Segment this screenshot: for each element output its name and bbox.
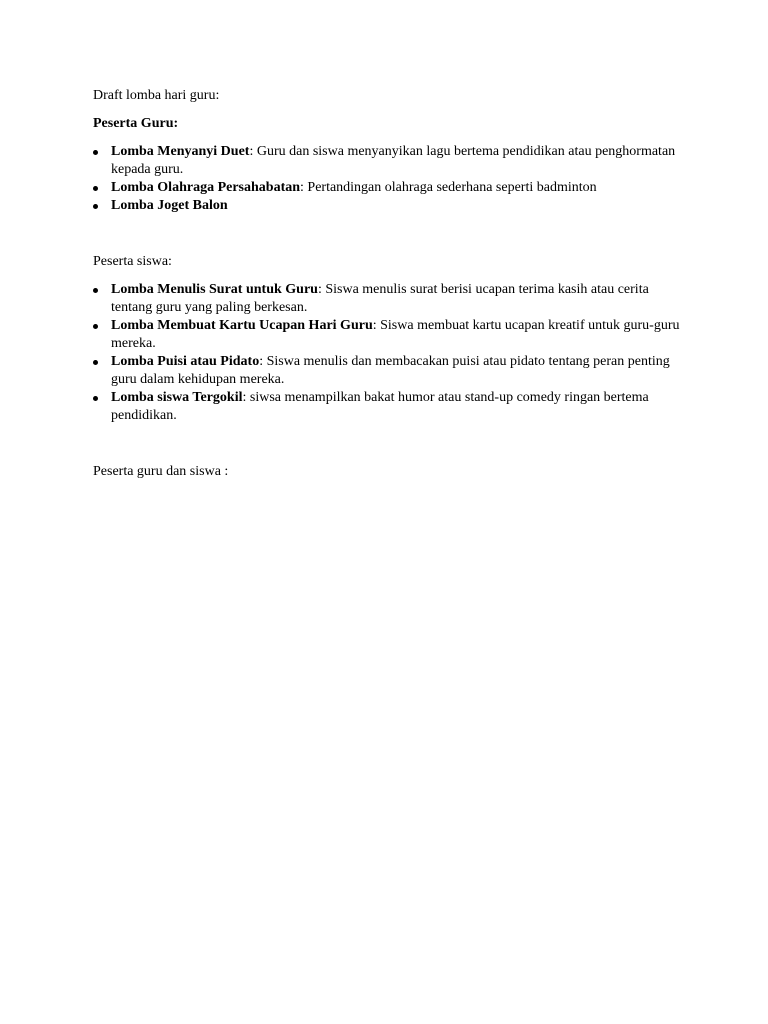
item-desc: : Pertandingan olahraga sederhana seperti badminton bbox=[300, 180, 597, 195]
document-page bbox=[93, 87, 683, 491]
item-term: Lomba Olahraga Persahabatan bbox=[111, 180, 301, 195]
item-term: Lomba Puisi atau Pidato bbox=[111, 354, 260, 369]
item-term: Lomba Menulis Surat untuk Guru bbox=[111, 282, 318, 297]
section-heading-siswa: Peserta siswa: bbox=[93, 254, 172, 269]
document-intro: Draft lomba hari guru: bbox=[93, 88, 220, 103]
item-term: Lomba siswa Tergokil bbox=[111, 390, 243, 405]
list-item bbox=[93, 353, 683, 389]
list-item bbox=[93, 179, 683, 197]
item-term: Lomba Menyanyi Duet bbox=[111, 144, 250, 159]
list-item bbox=[93, 317, 683, 353]
item-desc: : siwsa menampilkan bakat humor atau stand-up comedy ringan bertema pendidikan. bbox=[111, 390, 649, 423]
item-term: Lomba Joget Balon bbox=[111, 198, 228, 213]
list-item bbox=[93, 143, 683, 179]
item-desc: : Siswa menulis dan membacakan puisi atau pidato tentang peran penting guru dalam kehidupan mereka. bbox=[111, 354, 670, 387]
item-desc: : Guru dan siswa menyanyikan lagu bertema pendidikan atau penghormatan kepada guru. bbox=[111, 144, 676, 177]
section-heading-guru-siswa: Peserta guru dan siswa : bbox=[93, 464, 229, 479]
list-item bbox=[93, 389, 683, 425]
list-guru bbox=[93, 143, 683, 215]
list-item bbox=[93, 281, 683, 317]
section-spacer bbox=[93, 215, 683, 253]
list-item bbox=[93, 197, 683, 215]
item-desc: : Siswa menulis surat berisi ucapan terima kasih atau cerita tentang guru yang paling berkesan. bbox=[111, 282, 649, 315]
section-spacer bbox=[93, 425, 683, 463]
section-heading-guru: Peserta Guru: bbox=[93, 116, 179, 131]
item-term: Lomba Membuat Kartu Ucapan Hari Guru bbox=[111, 318, 373, 333]
item-desc: : Siswa membuat kartu ucapan kreatif untuk guru-guru mereka. bbox=[111, 318, 680, 351]
list-siswa bbox=[93, 281, 683, 425]
